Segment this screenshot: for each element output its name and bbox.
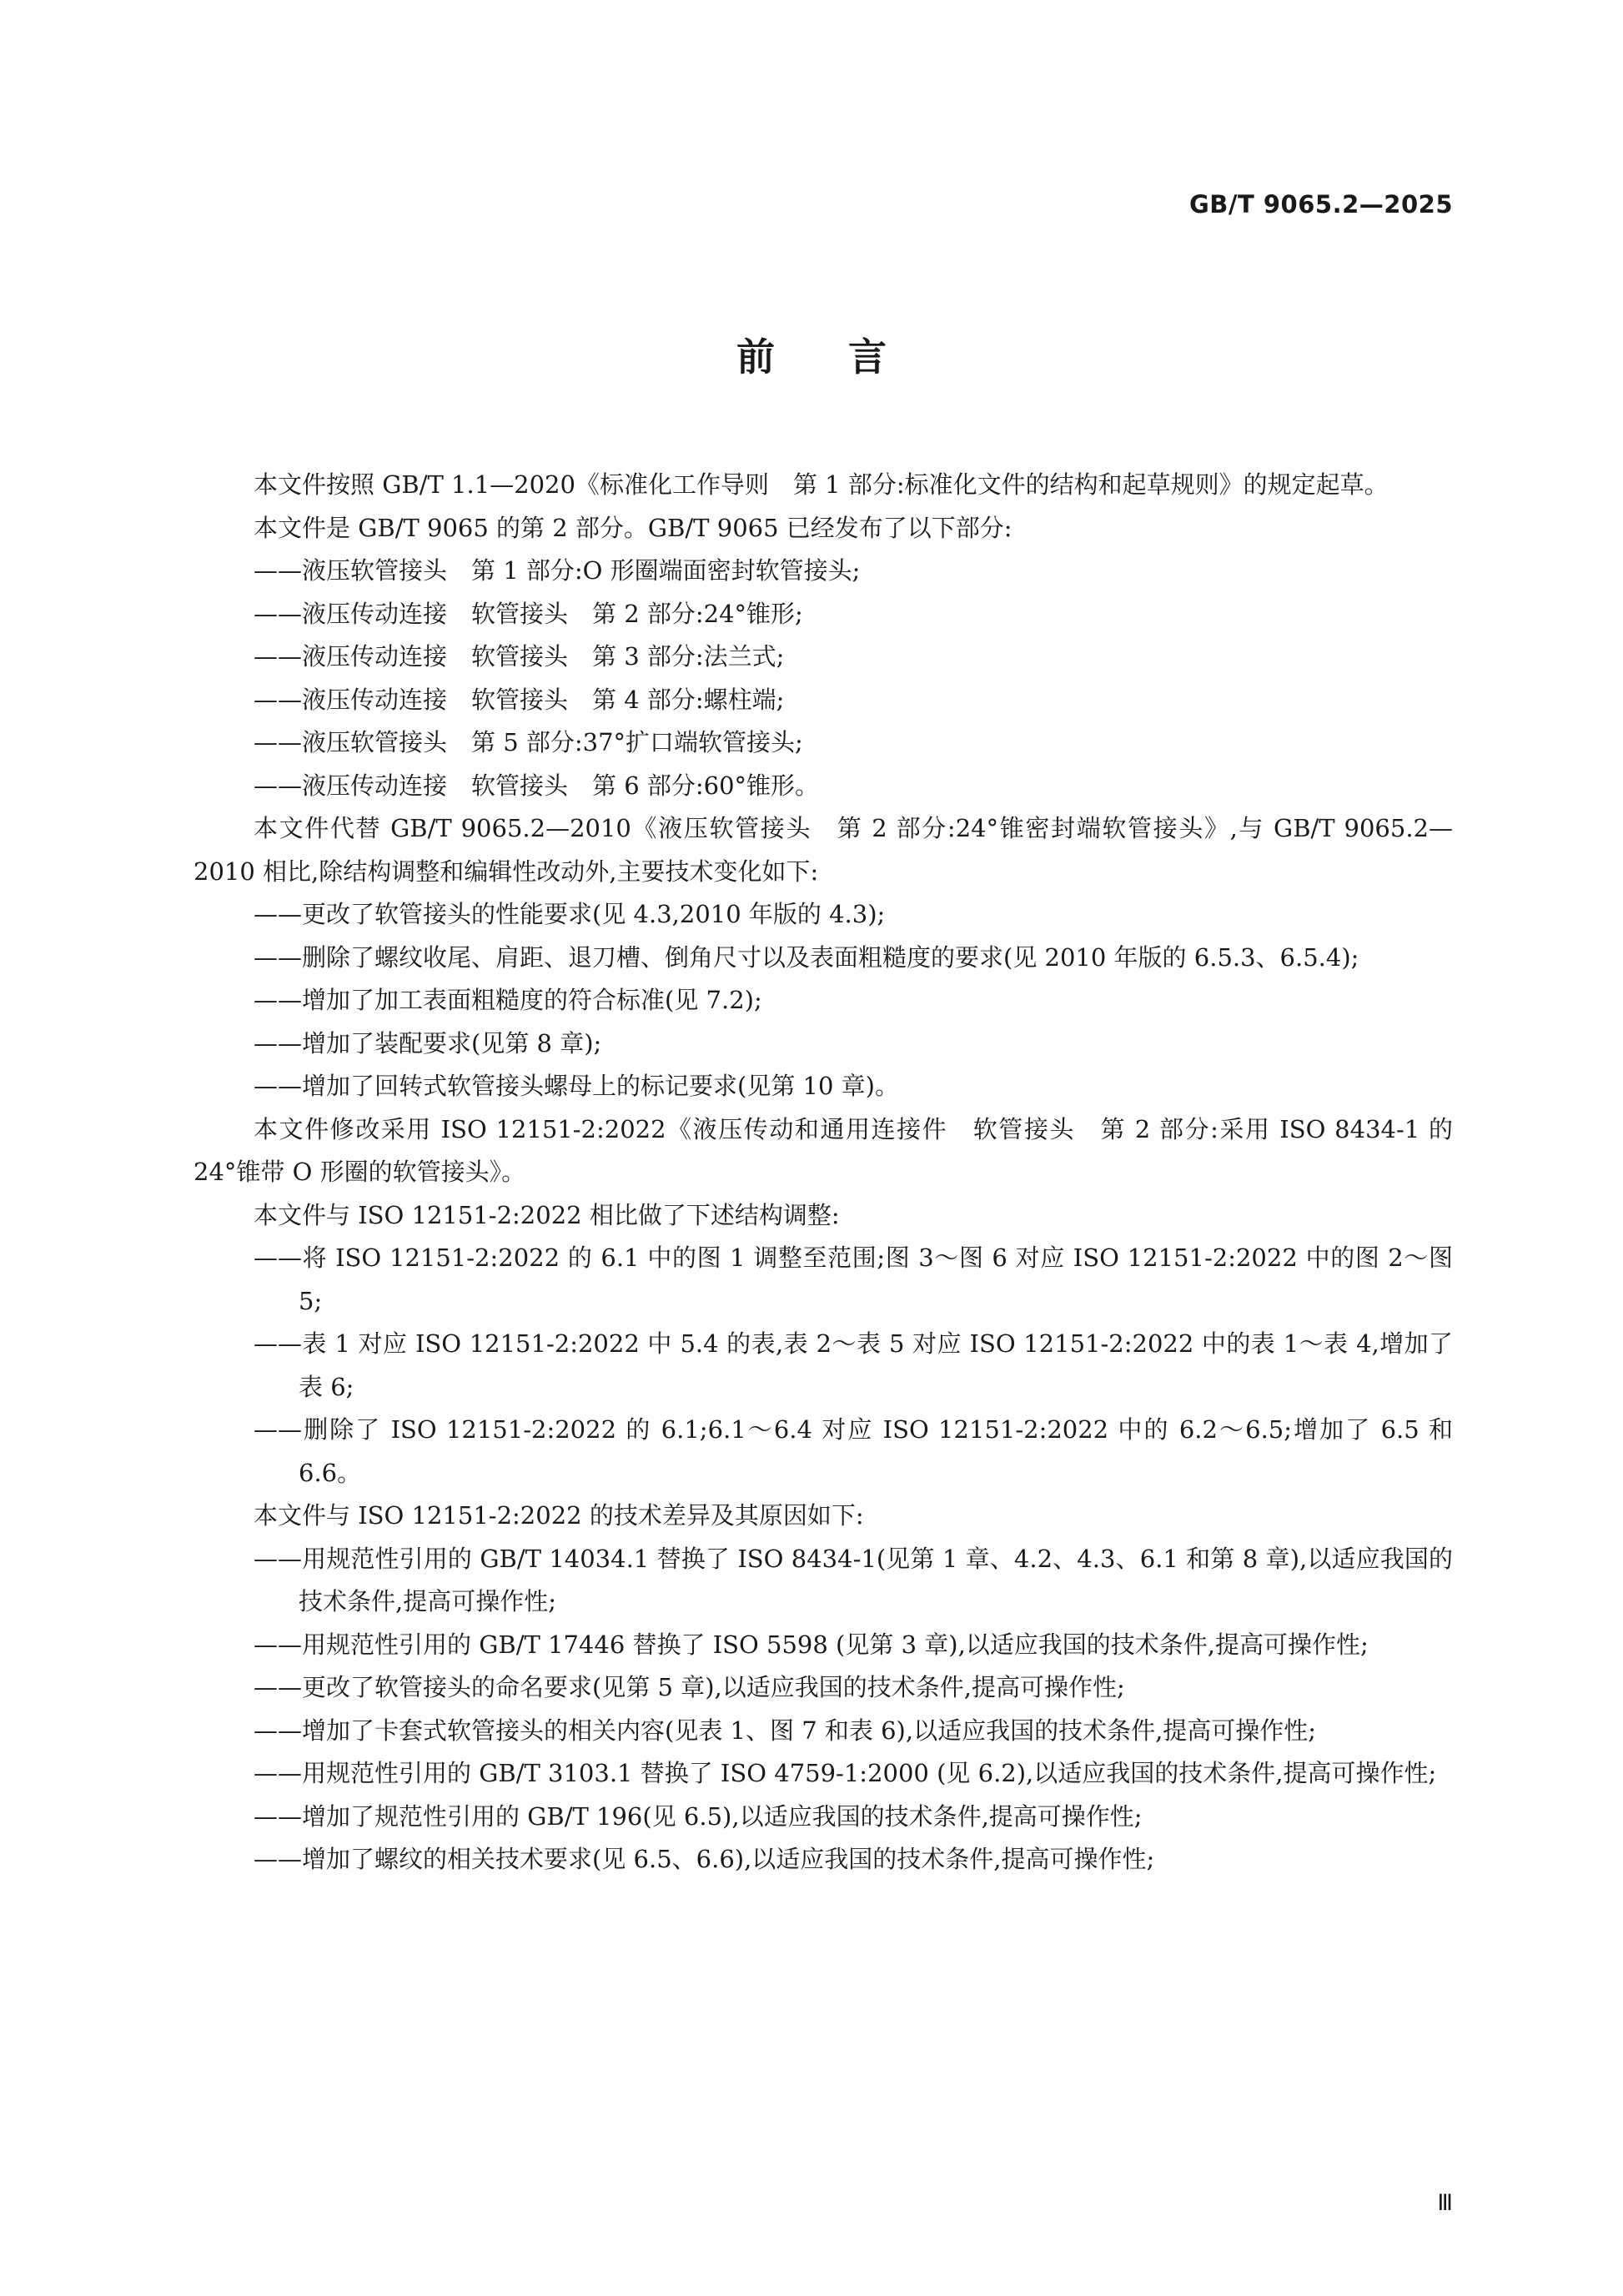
list-item: ——增加了装配要求(见第 8 章);	[254, 1028, 602, 1058]
list-item: ——增加了加工表面粗糙度的符合标准(见 7.2);	[254, 986, 762, 1014]
list-item: ——增加了回转式软管接头螺母上的标记要求(见第 10 章)。	[254, 1072, 899, 1100]
list-item: ——用规范性引用的 GB/T 17446 替换了 ISO 5598 (见第 3 章),以适应我国的技术条件,提高可操作性;	[254, 1630, 1369, 1659]
list-item: ——增加了卡套式软管接头的相关内容(见表 1、图 7 和表 6),以适应我国的技术条件,提高可操作性;	[254, 1716, 1317, 1745]
list-item: ——用规范性引用的 GB/T 14034.1 替换了 ISO 8434-1(见第 1 章、4.2、4.3、6.1 和第 8 章),以适应我国的技术条件,提高可操作性;	[254, 1544, 1453, 1615]
list-item: ——液压软管接头 第 5 部分:37°扩口端软管接头;	[254, 728, 803, 756]
list-item: ——液压传动连接 软管接头 第 6 部分:60°锥形。	[254, 771, 820, 800]
list-item: ——增加了规范性引用的 GB/T 196(见 6.5),以适应我国的技术条件,提高可操作性;	[254, 1801, 1143, 1831]
standard-number: GB/T 9065.2—2025	[1189, 190, 1453, 219]
list-item: ——液压传动连接 软管接头 第 3 部分:法兰式;	[254, 642, 785, 671]
list-item: ——液压传动连接 软管接头 第 2 部分:24°锥形;	[254, 599, 803, 628]
list-item: ——增加了螺纹的相关技术要求(见 6.5、6.6),以适应我国的技术条件,提高可操作性;	[254, 1845, 1155, 1873]
paragraph: 本文件代替 GB/T 9065.2—2010《液压软管接头 第 2 部分:24°锥密封端软管接头》,与 GB/T 9065.2—2010 相比,除结构调整和编辑性改动外,主要技术变化如下:	[193, 814, 1453, 886]
list-item: ——用规范性引用的 GB/T 3103.1 替换了 ISO 4759-1:2000 (见 6.2),以适应我国的技术条件,提高可操作性;	[254, 1759, 1437, 1787]
list-item: ——删除了螺纹收尾、肩距、退刀槽、倒角尺寸以及表面粗糙度的要求(见 2010 年版的 6.5.3、6.5.4);	[254, 942, 1359, 972]
paragraph: 本文件与 ISO 12151-2:2022 相比做了下述结构调整:	[254, 1200, 840, 1229]
paragraph: 本文件按照 GB/T 1.1—2020《标准化工作导则 第 1 部分:标准化文件的结构和起草规则》的规定起草。	[254, 470, 1389, 499]
list-item: ——液压软管接头 第 1 部分:O 形圈端面密封软管接头;	[254, 556, 861, 585]
list-item: ——表 1 对应 ISO 12151-2:2022 中 5.4 的表,表 2～表 5 对应 ISO 12151-2:2022 中的表 1～表 4,增加了表 6;	[254, 1329, 1453, 1401]
list-item: ——将 ISO 12151-2:2022 的 6.1 中的图 1 调整至范围;图 3～图 6 对应 ISO 12151-2:2022 中的图 2～图 5;	[254, 1243, 1453, 1315]
list-item: ——更改了软管接头的性能要求(见 4.3,2010 年版的 4.3);	[254, 900, 886, 928]
list-item: ——删除了 ISO 12151-2:2022 的 6.1;6.1～6.4 对应 ISO 12151-2:2022 中的 6.2～6.5;增加了 6.5 和 6.6。	[254, 1415, 1453, 1487]
paragraph: 本文件修改采用 ISO 12151-2:2022《液压传动和通用连接件 软管接头 第 2 部分:采用 ISO 8434-1 的 24°锥带 O 形圈的软管接头》。	[193, 1114, 1453, 1186]
list-item: ——更改了软管接头的命名要求(见第 5 章),以适应我国的技术条件,提高可操作性;	[254, 1673, 1125, 1701]
document-body	[193, 464, 1453, 1882]
paragraph: 本文件是 GB/T 9065 的第 2 部分。GB/T 9065 已经发布了以下部分:	[254, 513, 1012, 542]
page-number: Ⅲ	[1437, 2190, 1453, 2216]
page-title: 前言	[736, 334, 960, 379]
paragraph: 本文件与 ISO 12151-2:2022 的技术差异及其原因如下:	[254, 1501, 864, 1530]
list-item: ——液压传动连接 软管接头 第 4 部分:螺柱端;	[254, 685, 785, 714]
